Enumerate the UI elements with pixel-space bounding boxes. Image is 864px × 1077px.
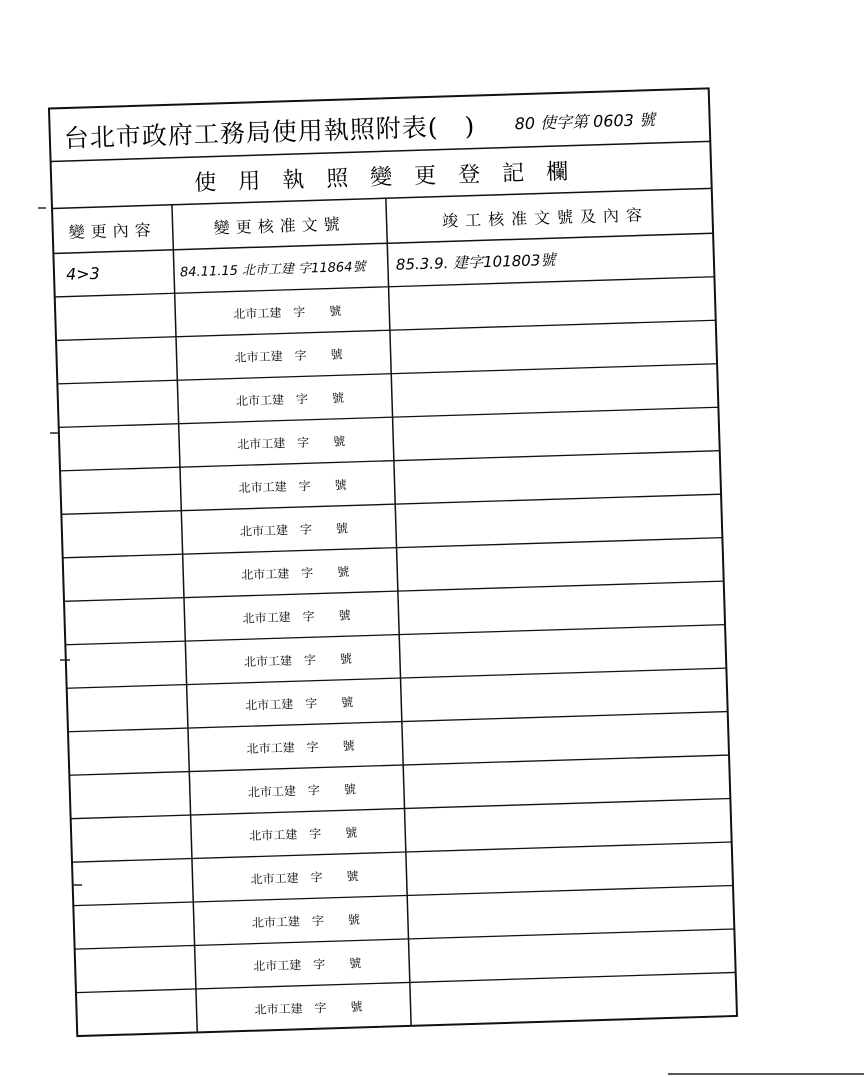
section-header: 使 用 執 照 變 更 登 記 欄: [193, 159, 569, 197]
row-divider: [57, 364, 717, 384]
column-header-approval: 變更核准文號: [213, 214, 346, 238]
row-approval: 北市工建 字 號: [239, 521, 349, 539]
row-divider: [73, 885, 733, 905]
row-approval: 北市工建 字 號: [253, 956, 362, 974]
row-approval: 北市工建 字 號: [234, 347, 343, 365]
row-approval: 北市工建 字 號: [250, 869, 359, 887]
row-approval: 北市工建 字 號: [242, 608, 351, 626]
row-divider: [77, 1016, 737, 1036]
row-divider: [61, 494, 721, 514]
row-divider: [68, 712, 728, 732]
form-table: [49, 88, 737, 1036]
column-header-content: 變更內容: [68, 220, 158, 242]
row-approval: 北市工建 字 號: [249, 825, 358, 843]
row-divider: [64, 581, 724, 601]
row-completion: 85.3.9. 建字101803號: [395, 250, 556, 274]
row-content: 4>3: [65, 263, 101, 284]
row-divider: [65, 625, 725, 645]
row-approval: 北市工建 字 號: [251, 912, 361, 930]
row-divider: [76, 972, 736, 992]
row-divider: [67, 668, 727, 688]
row-approval: 北市工建 字 號: [233, 303, 342, 322]
scan-margin-marks: [38, 208, 864, 1074]
row-approval: 北市工建 字 號: [243, 651, 353, 670]
row-approval: 北市工建 字 號: [247, 782, 357, 800]
row-divider: [72, 842, 732, 862]
row-approval: 北市工建 字 號: [241, 564, 350, 583]
row-divider: [59, 407, 719, 427]
row-divider: [56, 320, 716, 340]
row-approval: 北市工建 字 號: [254, 999, 363, 1017]
row-divider: [63, 538, 723, 558]
row-divider: [71, 799, 731, 819]
license-number: 80 使字第 0603 號: [514, 110, 656, 134]
row-approval: 北市工建 字 號: [245, 695, 354, 713]
row-approval: 北市工建 字 號: [235, 390, 345, 409]
column-header-completion: 竣工核准文號及內容: [441, 205, 650, 231]
row-divider: [75, 929, 735, 949]
form-title: 台北市政府工務局使用執照附表( ): [63, 111, 476, 154]
row-approval: 北市工建 字 號: [246, 738, 355, 757]
row-divider: [69, 755, 729, 775]
row-approval: 84.11.15 北市工建 字11864號: [179, 259, 366, 281]
table-rows: [54, 245, 737, 1036]
row-approval: 北市工建 字 號: [237, 434, 346, 452]
row-approval: 北市工建 字 號: [238, 477, 347, 496]
row-divider: [60, 451, 720, 471]
row-divider: [55, 277, 715, 297]
